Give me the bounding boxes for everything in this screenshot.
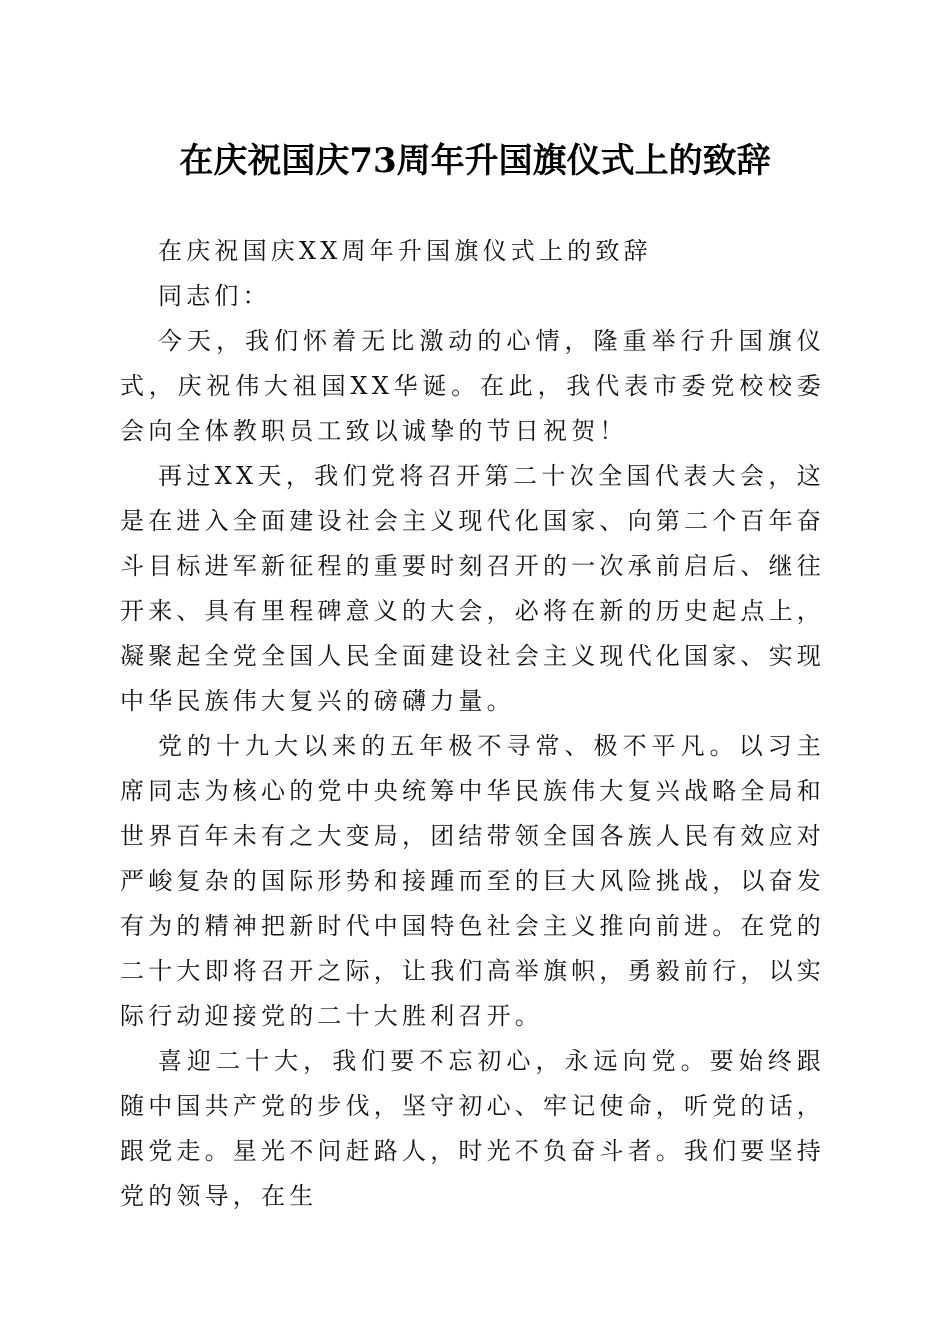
body-paragraph: 再过XX天，我们党将召开第二十次全国代表大会，这是在进入全面建设社会主义现代化国家、向第二个百年奋斗目标进军新征程的重要时刻召开的一次承前启后、继往开来、具有里程碑意义的大会，必将在新的历史起点上，凝聚起全党全国人民全面建设社会主义现代化国家、实现中华民族伟大复兴的磅礴力量。 (120, 462, 825, 715)
document-title: 在庆祝国庆73周年升国旗仪式上的致辞 (179, 141, 771, 181)
body-paragraph: 今天，我们怀着无比激动的心情，隆重举行升国旗仪式，庆祝伟大祖国XX华诞。在此，我代表市委党校校委会向全体教职员工致以诚挚的节日祝贺！ (120, 327, 825, 445)
document-body (120, 229, 825, 1219)
body-paragraph: 喜迎二十大，我们要不忘初心，永远向党。要始终跟随中国共产党的步伐，坚守初心、牢记使命，听党的话，跟党走。星光不问赶路人，时光不负奋斗者。我们要坚持党的领导，在生 (120, 1047, 825, 1210)
salutation-paragraph: 同志们： (158, 282, 271, 310)
body-paragraph: 党的十九大以来的五年极不寻常、极不平凡。以习主席同志为核心的党中央统筹中华民族伟大复兴战略全局和世界百年未有之大变局，团结带领全国各族人民有效应对严峻复杂的国际形势和接踵而至的巨大风险挑战，以奋发有为的精神把新时代中国特色社会主义推向前进。在党的二十大即将召开之际，让我们高举旗帜，勇毅前行，以实际行动迎接党的二十大胜利召开。 (120, 732, 825, 1030)
subtitle-paragraph: 在庆祝国庆XX周年升国旗仪式上的致辞 (158, 237, 652, 265)
